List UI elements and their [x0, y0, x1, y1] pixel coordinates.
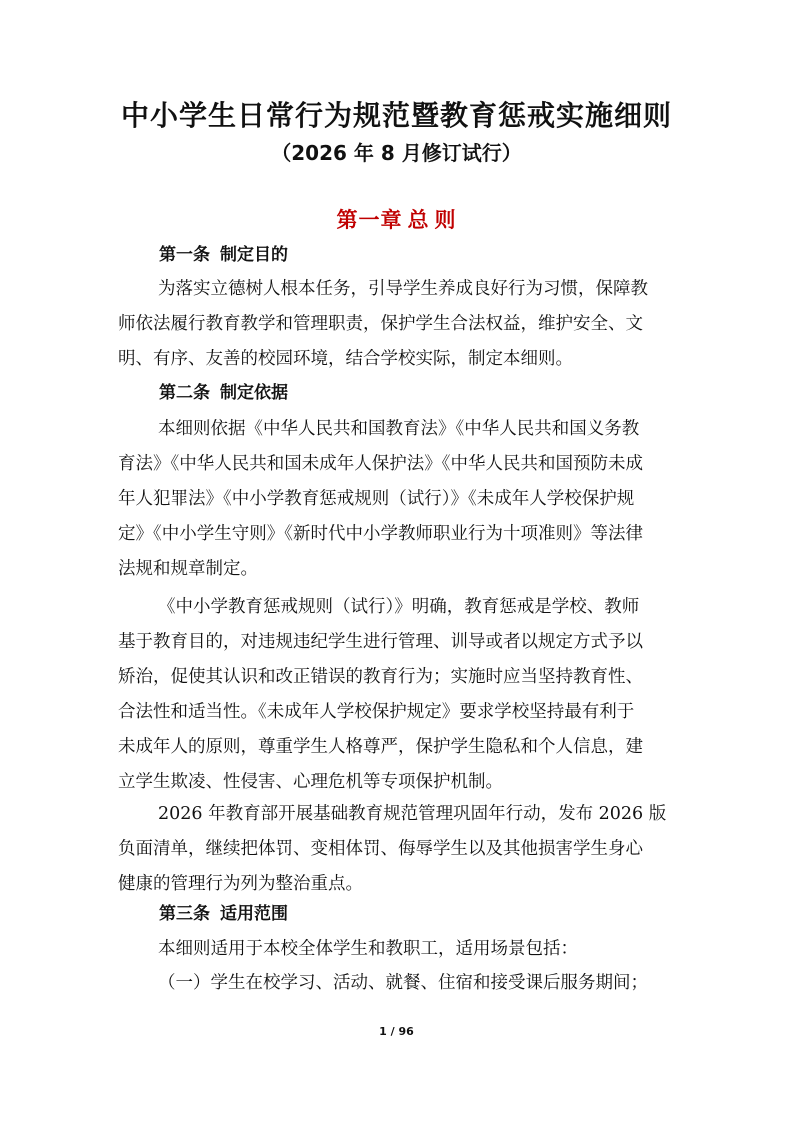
paragraph-line: 基于教育目的，对违规违纪学生进行管理、训导或者以规定方式予以 — [118, 632, 643, 652]
document-subtitle: （2026 年 8 月修订试行） — [271, 141, 522, 165]
article-title: 制定依据 — [220, 383, 288, 403]
paragraph-line: 立学生欺凌、性侵害、心理危机等专项保护机制。 — [118, 772, 503, 792]
article-number: 第一条 — [159, 245, 210, 265]
article-title: 制定目的 — [220, 245, 288, 265]
document-title: 中小学生日常行为规范暨教育惩戒实施细则 — [120, 99, 672, 132]
article-number: 第三条 — [159, 904, 210, 924]
paragraph-line: 合法性和适当性。《未成年人学校保护规定》要求学校坚持最有利于 — [118, 702, 635, 722]
paragraph-line: 负面清单，继续把体罚、变相体罚、侮辱学生以及其他损害学生身心 — [118, 839, 643, 859]
paragraph — [118, 590, 678, 800]
paragraph — [118, 932, 678, 967]
paragraph-line: 师依法履行教育教学和管理职责，保护学生合法权益，维护安全、文 — [118, 314, 643, 334]
paragraph-line: 本细则依据《中华人民共和国教育法》《中华人民共和国义务教 — [158, 419, 640, 439]
paragraph-line: 育法》《中华人民共和国未成年人保护法》《中华人民共和国预防未成 — [118, 454, 643, 474]
article-heading — [159, 242, 288, 268]
paragraph — [118, 272, 678, 377]
article-title: 适用范围 — [220, 904, 288, 924]
paragraph-line: 年人犯罪法》《中小学教育惩戒规则（试行）》《未成年人学校保护规 — [118, 489, 635, 509]
paragraph-line: 健康的管理行为列为整治重点。 — [118, 874, 363, 894]
chapter-word-1: 总 — [407, 208, 430, 232]
paragraph-line: 本细则适用于本校全体学生和教职工，适用场景包括： — [158, 939, 578, 959]
page-number: 1 / 96 — [379, 1025, 414, 1038]
paragraph-line: 定》《中小学生守则》《新时代中小学教师职业行为十项准则》等法律 — [118, 524, 643, 544]
paragraph-line: （一）学生在校学习、活动、就餐、住宿和接受课后服务期间； — [158, 973, 648, 993]
chapter-word-2: 则 — [434, 208, 457, 232]
paragraph-line: 明、有序、友善的校园环境，结合学校实际，制定本细则。 — [118, 349, 573, 369]
article-number: 第二条 — [159, 383, 210, 403]
paragraph-line: 2026 年教育部开展基础教育规范管理巩固年行动，发布 2026 版 — [158, 804, 667, 824]
paragraph — [118, 412, 678, 587]
chapter-label: 第一章 — [336, 208, 403, 232]
article-heading — [159, 901, 288, 927]
paragraph-line: 法规和规章制定。 — [118, 559, 258, 579]
article-heading — [159, 380, 288, 406]
paragraph-line: 《中小学教育惩戒规则（试行）》明确，教育惩戒是学校、教师 — [158, 597, 640, 617]
chapter-heading — [0, 205, 793, 235]
paragraph — [118, 966, 678, 1001]
paragraph — [118, 797, 678, 902]
paragraph-line: 为落实立德树人根本任务，引导学生养成良好行为习惯，保障教 — [158, 279, 648, 299]
paragraph-line: 未成年人的原则，尊重学生人格尊严，保护学生隐私和个人信息，建 — [118, 737, 643, 757]
paragraph-line: 矫治，促使其认识和改正错误的教育行为；实施时应当坚持教育性、 — [118, 667, 643, 687]
